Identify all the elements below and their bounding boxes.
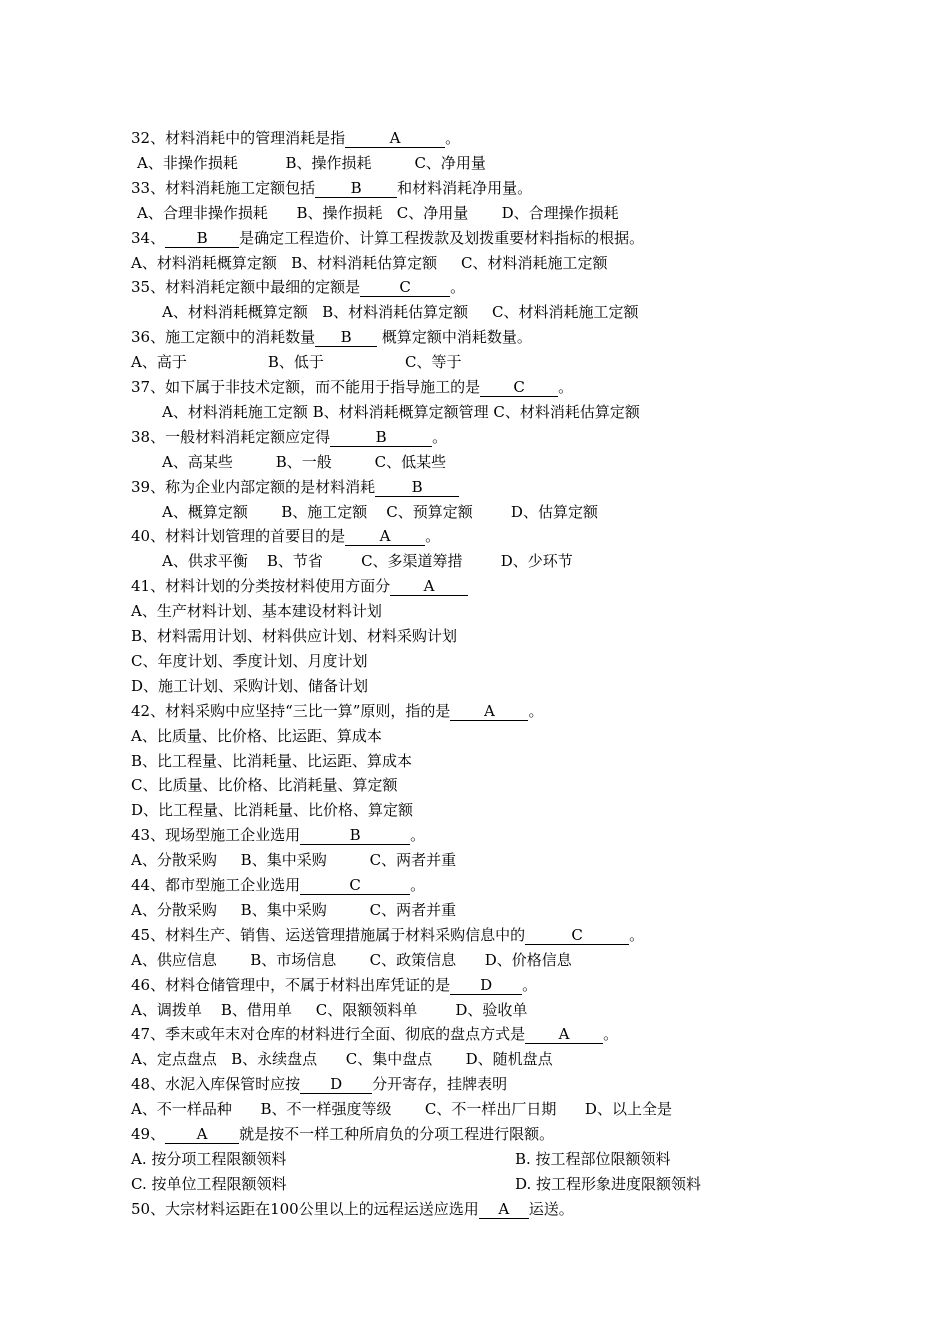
answer-blank: B — [330, 429, 432, 447]
text-segment: 50、大宗材料运距在100公里以上的远程运送应选用 — [131, 1200, 479, 1218]
text-segment: 48、水泥入库保管时应按 — [131, 1075, 301, 1093]
text-segment: 。 — [450, 278, 466, 296]
answer-blank: A — [525, 1026, 603, 1044]
text-segment: 。 — [522, 976, 538, 994]
question-line — [131, 1074, 507, 1094]
question-line — [131, 825, 425, 845]
answer-blank: A — [345, 130, 445, 148]
answer-blank: A — [165, 1126, 239, 1144]
option-line — [131, 775, 397, 795]
text-segment: 就是按不一样工种所肩负的分项工程进行限额。 — [239, 1125, 555, 1143]
text-segment: 46、材料仓储管理中，不属于材料出库凭证的是 — [131, 976, 451, 994]
text-segment: 分开寄存，挂牌表明 — [372, 1075, 508, 1093]
question-line — [131, 427, 447, 447]
question-line — [131, 701, 543, 721]
answer-blank: A — [345, 528, 425, 546]
option-line — [131, 1000, 527, 1020]
option-line — [162, 402, 640, 422]
option-line — [131, 850, 456, 870]
question-line — [131, 477, 459, 497]
question-line — [131, 277, 465, 297]
question-line — [131, 526, 440, 546]
question-line — [131, 178, 532, 198]
option-line — [131, 352, 461, 372]
answer-blank: A — [390, 578, 468, 596]
text-segment: 47、季末或年末对仓库的材料进行全面、彻底的盘点方式是 — [131, 1025, 526, 1043]
text-segment: A、比质量、比价格、比运距、算成本 — [131, 727, 382, 745]
text-segment: 40、材料计划管理的首要目的是 — [131, 527, 346, 545]
text-segment: A、分散采购 B、集中采购 C、两者并重 — [131, 851, 457, 869]
question-line — [131, 327, 532, 347]
text-segment: 45、材料生产、销售、运送管理措施属于材料采购信息中的 — [131, 926, 526, 944]
text-segment: A、分散采购 B、集中采购 C、两者并重 — [131, 901, 457, 919]
answer-blank: D — [450, 977, 522, 995]
text-segment: 37、如下属于非技术定额，而不能用于指导施工的是 — [131, 378, 481, 396]
text-segment: 42、材料采购中应坚持“三比一算”原则，指的是 — [131, 702, 451, 720]
question-line — [131, 925, 644, 945]
option-line — [131, 900, 456, 920]
text-segment: 。 — [425, 527, 441, 545]
answer-blank: A — [479, 1201, 529, 1219]
question-line — [131, 1199, 574, 1219]
text-segment: 36、施工定额中的消耗数量 — [131, 328, 316, 346]
answer-blank: D — [300, 1076, 372, 1094]
text-segment: 41、材料计划的分类按材料使用方面分 — [131, 577, 391, 595]
text-segment: 。 — [629, 926, 645, 944]
option-line — [131, 1099, 672, 1119]
text-segment: A、调拨单 B、借用单 C、限额领料单 D、验收单 — [131, 1001, 528, 1019]
option-line — [131, 626, 457, 646]
option-line — [515, 1149, 671, 1169]
text-segment: 。 — [528, 702, 544, 720]
text-segment: 和材料消耗净用量。 — [397, 179, 533, 197]
text-segment: C、比质量、比价格、比消耗量、算定额 — [131, 776, 398, 794]
answer-blank: B — [375, 479, 459, 497]
text-segment: D、施工计划、采购计划、储备计划 — [131, 677, 369, 695]
text-segment: C、年度计划、季度计划、月度计划 — [131, 652, 368, 670]
text-segment: B、比工程量、比消耗量、比运距、算成本 — [131, 752, 413, 770]
text-segment: A、材料消耗概算定额 B、材料消耗估算定额 C、材料消耗施工定额 — [162, 303, 639, 321]
text-segment: 运送。 — [528, 1200, 574, 1218]
text-segment: 。 — [410, 826, 426, 844]
text-segment: A、概算定额 B、施工定额 C、预算定额 D、估算定额 — [162, 503, 598, 521]
text-segment: A、定点盘点 B、永续盘点 C、集中盘点 D、随机盘点 — [131, 1050, 553, 1068]
answer-blank: C — [480, 379, 558, 397]
text-segment: 是确定工程造价、计算工程拨款及划拨重要材料指标的根据。 — [239, 229, 645, 247]
text-segment: A、供求平衡 B、节省 C、多渠道筹措 D、少环节 — [162, 552, 573, 570]
option-line — [137, 203, 619, 223]
answer-blank: B — [315, 180, 397, 198]
answer-blank: C — [300, 877, 410, 895]
text-segment: D. 按工程形象进度限额领料 — [515, 1175, 702, 1193]
answer-blank: B — [165, 230, 239, 248]
text-segment: A、合理非操作损耗 B、操作损耗 C、净用量 D、合理操作损耗 — [137, 204, 619, 222]
option-line — [131, 950, 572, 970]
text-segment: B. 按工程部位限额领料 — [515, 1150, 671, 1168]
text-segment: A、高于 B、低于 C、等于 — [131, 353, 462, 371]
question-line — [131, 228, 644, 248]
answer-blank: C — [525, 927, 629, 945]
text-segment: D、比工程量、比消耗量、比价格、算定额 — [131, 801, 414, 819]
option-line — [131, 726, 382, 746]
question-line — [131, 576, 468, 596]
option-line — [131, 1049, 553, 1069]
text-segment: 。 — [410, 876, 426, 894]
question-line — [131, 1124, 554, 1144]
option-line — [162, 452, 446, 472]
option-line — [515, 1174, 701, 1194]
question-line — [131, 875, 425, 895]
text-segment: 。 — [445, 129, 461, 147]
question-line — [131, 1024, 618, 1044]
text-segment: A、高某些 B、一般 C、低某些 — [162, 453, 447, 471]
option-line — [131, 1174, 286, 1194]
answer-blank: C — [360, 279, 450, 297]
answer-blank: B — [315, 329, 377, 347]
text-segment: 35、材料消耗定额中最细的定额是 — [131, 278, 361, 296]
text-segment: 39、称为企业内部定额的是材料消耗 — [131, 478, 376, 496]
text-segment: 44、都市型施工企业选用 — [131, 876, 301, 894]
text-segment: A、材料消耗施工定额 B、材料消耗概算定额管理 C、材料消耗估算定额 — [162, 403, 640, 421]
text-segment: 43、现场型施工企业选用 — [131, 826, 301, 844]
option-line — [131, 676, 368, 696]
text-segment: 32、材料消耗中的管理消耗是指 — [131, 129, 346, 147]
text-segment: 概算定额中消耗数量。 — [377, 328, 532, 346]
text-segment: A、不一样品种 B、不一样强度等级 C、不一样出厂日期 D、以上全是 — [131, 1100, 672, 1118]
option-line — [131, 253, 607, 273]
option-line — [162, 502, 598, 522]
text-segment: 。 — [432, 428, 448, 446]
answer-blank: A — [450, 703, 528, 721]
text-segment: C. 按单位工程限额领料 — [131, 1175, 287, 1193]
text-segment: A、非操作损耗 B、操作损耗 C、净用量 — [137, 154, 486, 172]
text-segment: 。 — [558, 378, 574, 396]
option-line — [137, 153, 486, 173]
text-segment: A. 按分项工程限额领料 — [131, 1150, 287, 1168]
option-line — [131, 651, 367, 671]
question-line — [131, 377, 573, 397]
text-segment: 33、材料消耗施工定额包括 — [131, 179, 316, 197]
option-line — [131, 1149, 286, 1169]
text-segment: A、供应信息 B、市场信息 C、政策信息 D、价格信息 — [131, 951, 572, 969]
question-line — [131, 975, 537, 995]
text-segment: 。 — [603, 1025, 619, 1043]
option-line — [162, 302, 638, 322]
text-segment: 49、 — [131, 1125, 166, 1143]
text-segment: 38、一般材料消耗定额应定得 — [131, 428, 331, 446]
question-line — [131, 128, 460, 148]
text-segment: A、生产材料计划、基本建设材料计划 — [131, 602, 382, 620]
option-line — [162, 551, 573, 571]
option-line — [131, 751, 412, 771]
option-line — [131, 800, 413, 820]
text-segment: A、材料消耗概算定额 B、材料消耗估算定额 C、材料消耗施工定额 — [131, 254, 608, 272]
option-line — [131, 601, 382, 621]
text-segment: 34、 — [131, 229, 166, 247]
answer-blank: B — [300, 827, 410, 845]
text-segment: B、材料需用计划、材料供应计划、材料采购计划 — [131, 627, 458, 645]
